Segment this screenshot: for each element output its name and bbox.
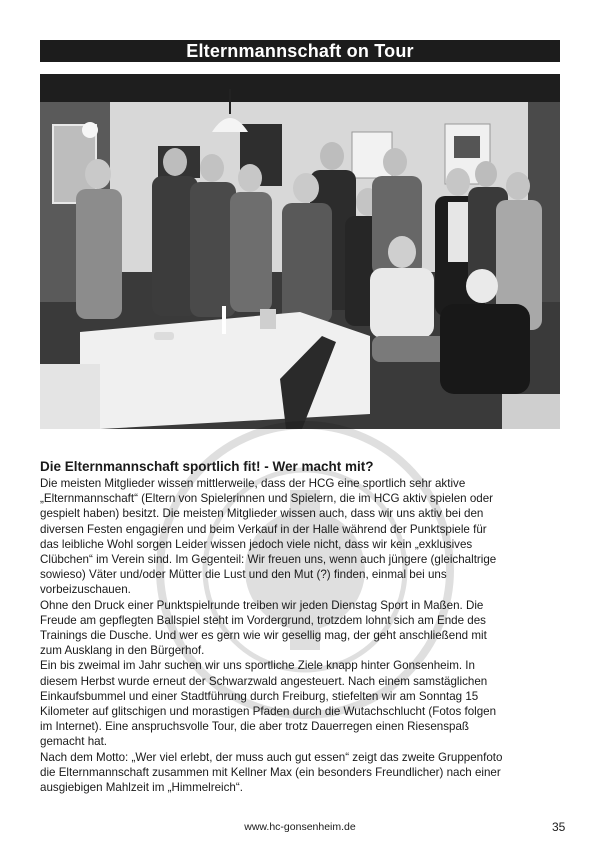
footer-url: www.hc-gonsenheim.de bbox=[244, 821, 356, 833]
group-photo bbox=[40, 74, 560, 429]
page-title-bar bbox=[40, 40, 560, 62]
article-paragraph-2: Ohne den Druck einer Punktspielrunde treiben wir jeden Dienstag Sport in Maßen. Die Freude am gepflegten Ballspiel steht im Vordergrund, trotzdem lohnt sich am Ende des Trainings die Dusche. Und wer es gern wie wir gesellig mag, der geht anschließend mit zum Ausklang in den Bürgerhof. bbox=[40, 598, 487, 658]
article-paragraph-3: Ein bis zweimal im Jahr suchen wir uns sportliche Ziele knapp hinter Gonsenheim. In diesem Herbst wurde erneut der Schwarzwald angesteuert. Nach einem samstäglichen Einkaufsbummel und einer Stadtführung durch Freiburg, stiefelten wir am Sonntag 15 Kilometer auf glitschigen und morastigen Pfaden durch die Wutachschlucht (Fotos folgen im Internet). Eine anspruchsvolle Tour, die aber trotz Dauerregen einen Riesenspaß gemacht hat. bbox=[40, 659, 497, 749]
group-photo-illustration bbox=[40, 74, 560, 429]
page-title: Elternmannschaft on Tour bbox=[186, 40, 414, 61]
article bbox=[40, 458, 565, 795]
article-paragraph-1: Die meisten Mitglieder wissen mittlerweile, dass der HCG eine sportlich sehr aktive „Elternmannschaft“ (Eltern von Spielerinnen und Spielern, die im HCG aktiv spielen oder gespielt haben) besitzt. Die meisten Mitglieder wissen auch, dass wir uns aktiv bei den diversen Festen engagieren und beim Verkauf in der Halle während der Punktspiele für das leibliche Wohl sorgen Leider wissen jedoch viele nicht, dass wir kein „exklusives Clübchen“ im Verein sind. Im Gegenteil: Wir freuen uns, wenn auch jüngere (gleichaltrige sowieso) Väter und/oder Mütter die Lust und den Mut (?) finden, einmal bei uns vorbeizuschauen. bbox=[40, 477, 497, 597]
article-heading: Die Elternmannschaft sportlich fit! - Wer macht mit? bbox=[40, 459, 374, 474]
article-paragraph-4: Nach dem Motto: „Wer viel erlebt, der muss auch gut essen“ zeigt das zweite Gruppenfoto die Elternmannschaft zusammen mit Kellner Max (ein besonders Freundlicher) nach einer ausgiebigen Mahlzeit im „Himmelreich“. bbox=[40, 750, 503, 795]
page-number: 35 bbox=[552, 820, 566, 834]
